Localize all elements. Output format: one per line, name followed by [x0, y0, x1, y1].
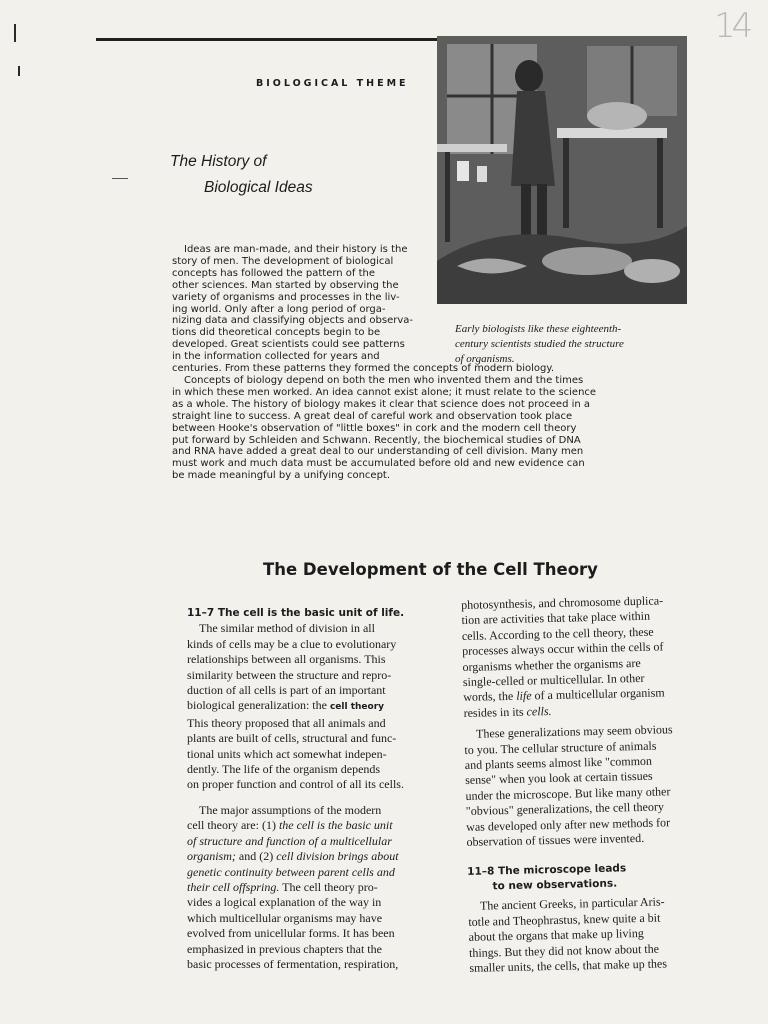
body-line: to you. The cellular structure of animals — [464, 738, 657, 757]
subsection-heading-11-8: 11–8 The microscope leads — [467, 861, 627, 878]
caption-line: century scientists studied the structure — [455, 338, 624, 350]
right-column — [461, 592, 720, 976]
body-text: cell theory are: (1) — [187, 818, 279, 833]
caption-line: Early biologists like these eighteenth- — [455, 323, 622, 335]
body-line: which multicellular organisms may have — [187, 910, 383, 925]
intro-line: story of men. The development of biological — [172, 255, 394, 267]
body-line: emphasized in previous chapters that the — [187, 941, 382, 956]
theme-title — [170, 149, 313, 201]
intro-line: must work and much data must be accumulated before old and new evidence can — [172, 458, 585, 470]
body-text: biological generalization: the — [187, 698, 327, 713]
body-line: kinds of cells may be a clue to evolutionary — [187, 636, 397, 651]
intro-line: as a whole. The history of biology makes it clear that science does not proceed in a — [172, 398, 591, 410]
emphasis: their cell offspring. — [187, 879, 280, 894]
intro-line: ing world. Only after a long period of orga- — [172, 303, 386, 315]
body-line: under the microscope. But like many other — [465, 784, 671, 803]
body-line: observation of tissues were invented. — [466, 831, 645, 850]
binding-mark — [14, 24, 16, 42]
intro-line: Concepts of biology depend on both the men who invented them and the times — [184, 374, 584, 386]
body-line: single-celled or multicellular. In other — [462, 670, 645, 690]
intro-line: nizing data and classifying objects and observa- — [172, 315, 414, 327]
margin-dash — [112, 178, 128, 179]
paragraph-gap — [187, 793, 437, 803]
body-line: things. But they did not know about the — [468, 941, 660, 960]
intro-line: put forward by Schleiden and Schwann. Recently, the biochemical studies of DNA — [172, 434, 581, 446]
theme-label: BIOLOGICAL THEME — [256, 78, 409, 89]
body-line: processes always occur within the cells of — [462, 639, 664, 659]
page-number: 14 — [714, 6, 750, 46]
body-line: vides a logical explanation of the way in — [187, 895, 382, 910]
body-text: resides in its — [463, 704, 527, 720]
body-line: duction of all cells is part of an important — [187, 683, 386, 698]
intro-line: between Hooke's observation of "little boxes" in cork and the modern cell theory — [172, 422, 577, 434]
subsection-heading-11-7: 11–7 The cell is the basic unit of life. — [187, 607, 405, 619]
body-text: of a multicellular organism — [531, 685, 665, 703]
emphasis: life — [516, 688, 532, 704]
body-line: relationships between all organisms. This — [187, 652, 386, 667]
emphasis: of structure and function of a multicellular — [187, 833, 392, 848]
body-line: tion are activities that take place within — [461, 609, 651, 628]
intro-line: tions did theoretical concepts begin to be — [172, 327, 381, 339]
body-line — [187, 834, 437, 849]
body-line: tional units which act somewhat indepen- — [187, 746, 387, 761]
body-line: The ancient Greeks, in particular Aris- — [479, 894, 665, 913]
emphasis: cell division brings about — [276, 849, 399, 864]
intro-line: and RNA have added a great deal to our understanding of cell division. Many men — [172, 446, 584, 458]
body-line — [187, 818, 437, 833]
body-text: and (2) — [235, 849, 277, 864]
key-term: cell theory — [329, 702, 384, 713]
body-line: evolved from unicellular forms. It has been — [187, 926, 395, 941]
intro-line: in the information collected for years and — [172, 351, 380, 363]
body-line: "obvious" generalizations, the cell theory — [465, 799, 665, 819]
body-line: sense" when you look at certain tissues — [464, 769, 653, 788]
body-line: photosynthesis, and chromosome duplica- — [461, 593, 664, 612]
header-rule — [96, 38, 496, 41]
body-line: cells. According to the cell theory, these — [461, 624, 654, 643]
left-column — [187, 606, 437, 972]
body-line: plants are built of cells, structural and func- — [187, 731, 397, 746]
body-line: The similar method of division in all — [199, 621, 375, 636]
body-line: and plants seems almost like "common — [464, 753, 653, 773]
body-text: words, the — [463, 689, 517, 705]
theme-title-line-2: Biological Ideas — [204, 179, 313, 196]
emphasis: organism; — [187, 849, 236, 864]
body-line — [187, 865, 437, 880]
body-line: similarity between the structure and repro- — [187, 667, 392, 682]
body-line: on proper function and control of all its cells. — [187, 777, 404, 792]
intro-line: straight line to success. A great deal of careful work and observation took place — [172, 410, 573, 422]
intro-line: Ideas are man-made, and their history is the — [184, 244, 408, 255]
subsection-heading-11-8-cont: to new observations. — [492, 877, 618, 893]
intro-paragraph — [172, 244, 632, 482]
intro-line: centuries. From these patterns they formed the concepts of modern biology. — [172, 363, 555, 375]
body-line: This theory proposed that all animals and — [187, 715, 386, 730]
binding-mark — [18, 66, 20, 76]
body-line — [187, 880, 437, 895]
body-line: was developed only after new methods for — [466, 815, 671, 834]
section-heading: The Development of the Cell Theory — [263, 560, 598, 579]
emphasis: cells. — [526, 703, 552, 719]
body-line: organisms whether the organisms are — [462, 655, 641, 674]
intro-line: developed. Great scientists could see patterns — [172, 339, 405, 351]
body-line: dently. The life of the organism depends — [187, 762, 381, 777]
body-line: smaller units, the cells, that make up thes — [469, 956, 668, 975]
intro-line: variety of organisms and processes in the liv- — [172, 291, 400, 303]
intro-line: other sciences. Man started by observing the — [172, 279, 399, 291]
body-line: about the organs that make up living — [468, 926, 644, 945]
body-line: basic processes of fermentation, respiration, — [187, 956, 399, 971]
body-line: totle and Theophrastus, knew quite a bit — [468, 910, 661, 929]
intro-line: in which these men worked. An idea cannot exist alone; it must relate to the science — [172, 386, 597, 398]
body-line — [187, 849, 437, 864]
intro-line: concepts has followed the pattern of the — [172, 267, 376, 279]
body-text: The cell theory pro- — [279, 879, 378, 894]
body-line — [187, 698, 437, 715]
theme-title-line-1: The History of — [170, 153, 267, 170]
intro-line: be made meaningful by a unifying concept. — [172, 470, 391, 482]
body-line: The major assumptions of the modern — [199, 802, 382, 817]
emphasis: the cell is the basic unit — [278, 818, 393, 833]
emphasis: genetic continuity between parent cells and — [187, 864, 395, 879]
body-line: These generalizations may seem obvious — [475, 722, 673, 741]
caption-line: of organisms. — [455, 353, 515, 365]
